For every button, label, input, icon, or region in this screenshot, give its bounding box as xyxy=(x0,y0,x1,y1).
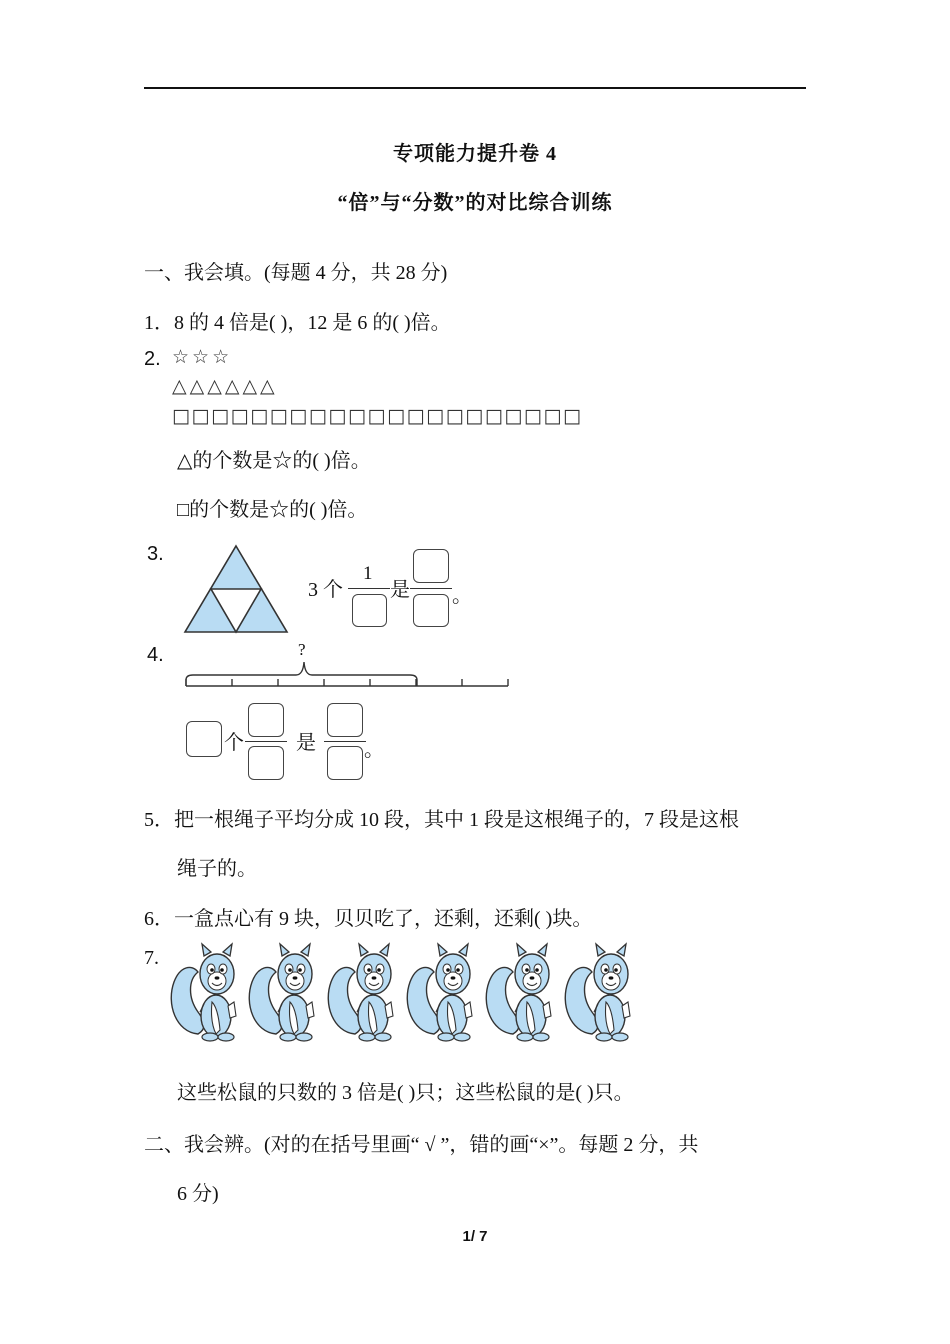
question-3-number: 3. xyxy=(147,543,164,565)
segment-diagram xyxy=(183,658,513,692)
question-4-count-box[interactable] xyxy=(186,721,222,757)
header-rule xyxy=(144,87,806,89)
question-1: 1．8 的 4 倍是( )，12 是 6 的( )倍。 xyxy=(144,312,451,334)
question-7-number: 7. xyxy=(144,947,159,969)
question-4-number: 4. xyxy=(147,644,164,666)
triangle-figure xyxy=(183,543,289,635)
question-3-answer-numerator-box[interactable] xyxy=(413,549,449,583)
question-2-line-1: △的个数是☆的( )倍。 xyxy=(177,450,371,472)
question-4-fraction-bar-1 xyxy=(245,741,287,742)
question-4-fraction-bar-2 xyxy=(324,741,366,742)
squirrel-3 xyxy=(328,944,393,1041)
question-3-fraction-bar-2 xyxy=(410,588,452,589)
segment-ticks xyxy=(186,679,508,686)
brace xyxy=(186,662,417,686)
section1-heading: 一、我会填。(每题 4 分，共 28 分) xyxy=(144,262,448,284)
triangle-row: △△△△△△ xyxy=(172,375,278,397)
question-4-ge: 个 xyxy=(224,732,244,754)
square-row: □□□□□□□□□□□□□□□□□□□□□ xyxy=(172,405,583,427)
page-number: 1/ 7 xyxy=(462,1228,488,1245)
squirrel-4 xyxy=(407,944,472,1041)
question-7-text: 这些松鼠的只数的 3 倍是( )只；这些松鼠的是( )只。 xyxy=(177,1082,634,1104)
question-3-end: 。 xyxy=(452,585,472,607)
squirrel-2 xyxy=(249,944,314,1041)
question-3-numerator: 1 xyxy=(363,563,373,584)
question-6: 6．一盒点心有 9 块，贝贝吃了，还剩，还剩( )块。 xyxy=(144,908,593,930)
question-5-line-1: 5．把一根绳子平均分成 10 段，其中 1 段是这根绳子的，7 段是这根 xyxy=(144,809,739,831)
page-subtitle: “倍”与“分数”的对比综合训练 xyxy=(337,192,613,214)
page-title: 专项能力提升卷 4 xyxy=(393,143,557,165)
question-3-fraction-bar-1 xyxy=(348,588,390,589)
question-3-is: 是 xyxy=(390,579,410,601)
question-4-denominator-box[interactable] xyxy=(248,746,284,780)
brace-question-mark: ? xyxy=(298,640,306,659)
question-5-line-2: 绳子的。 xyxy=(177,858,257,880)
section2-heading-line-1: 二、我会辨。(对的在括号里画“ √ ”，错的画“×”。每题 2 分，共 xyxy=(144,1134,699,1156)
question-4-numerator-box[interactable] xyxy=(248,703,284,737)
question-2-number: 2. xyxy=(144,348,161,370)
squirrel-6 xyxy=(565,944,630,1041)
question-4-end: 。 xyxy=(364,739,384,761)
section2-heading-line-2: 6 分) xyxy=(177,1183,219,1205)
question-4-answer-numerator-box[interactable] xyxy=(327,703,363,737)
question-2-line-2: □的个数是☆的( )倍。 xyxy=(177,499,368,521)
question-4-is: 是 xyxy=(296,732,316,754)
question-3-prefix: 3 个 xyxy=(308,579,343,601)
squirrel-1 xyxy=(171,944,236,1041)
star-row: ☆☆☆ xyxy=(172,346,233,368)
question-3-denominator-box[interactable] xyxy=(352,594,387,627)
question-3-answer-denominator-box[interactable] xyxy=(413,594,449,627)
squirrel-5 xyxy=(486,944,551,1041)
question-4-answer-denominator-box[interactable] xyxy=(327,746,363,780)
squirrel-row xyxy=(168,942,646,1046)
